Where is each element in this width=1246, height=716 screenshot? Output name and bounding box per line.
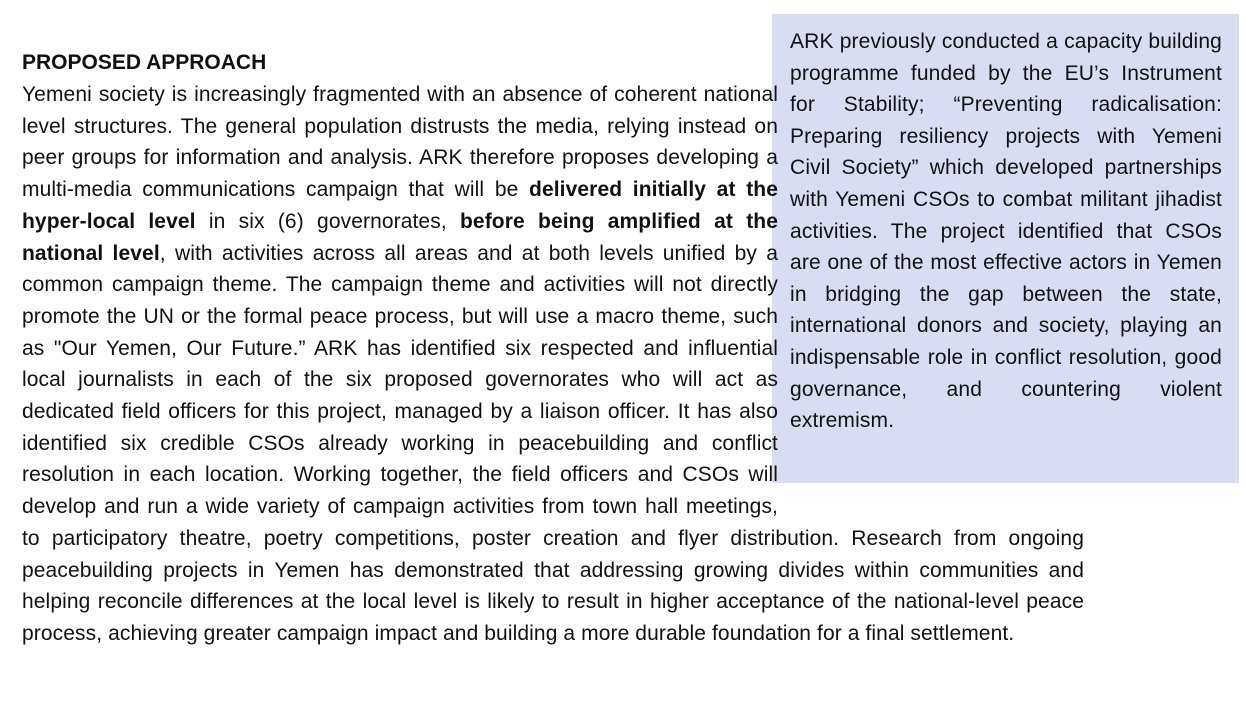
- section-heading: PROPOSED APPROACH: [22, 51, 267, 74]
- body-text-part-1: Yemeni society is increasingly fragmented with an absence of coherent national level structures. The general population distrusts the media, relying instead on peer groups for information and analysis. ARK therefore proposes developing a multi-media communications campaign that will be: [22, 83, 778, 202]
- body-bold-phrase-1: delivered initially at the hyper-local level: [22, 178, 779, 233]
- body-text-part-2: in six (6) governorates,: [195, 209, 460, 233]
- body-bold-phrase-2: before being amplified at the national level: [22, 209, 778, 265]
- callout-text: ARK previously conducted a capacity building programme funded by the EU’s Instrument for Stability; “Preventing radicalisation: Preparing resiliency projects with Yemeni Civil Society” which developed partnerships with Yemeni CSOs to combat militant jihadist activities. The project identified that CSOs are one of the most effective actors in Yemen in bridging the gap between the state, international donors and society, playing an indispensable role in conflict resolution, good governance, and countering violent extremism.: [790, 30, 1222, 433]
- main-content: [22, 47, 1084, 650]
- body-text-part-3: , with activities across all areas and at both levels unified by a common campaign theme. The campaign theme and activities will not directly promote the UN or the formal peace process, but will use a macro theme, such as "Our Yemen, Our Future.” ARK has identified six respected and influential local journalists in each of the six proposed governorates who will act as dedicated field officers for this project, managed by a liaison officer. It has also identified six credible CSOs already working in peacebuilding and conflict resolution in each location. Working together, the field officers and CSOs will develop and run a wide variety of campaign activities from town hall meetings, to participatory theatre, poetry competitions, poster creation and flyer distribution. Research from ongoing peacebuilding projects in Yemen has demonstrated that addressing growing divides within communities and helping reconcile differences at the local level is likely to result in higher acceptance of the national-level peace process, achieving greater campaign impact and building a more durable foundation for a final settlement.: [22, 241, 1084, 645]
- callout-wrap-spacer: [778, 79, 1084, 507]
